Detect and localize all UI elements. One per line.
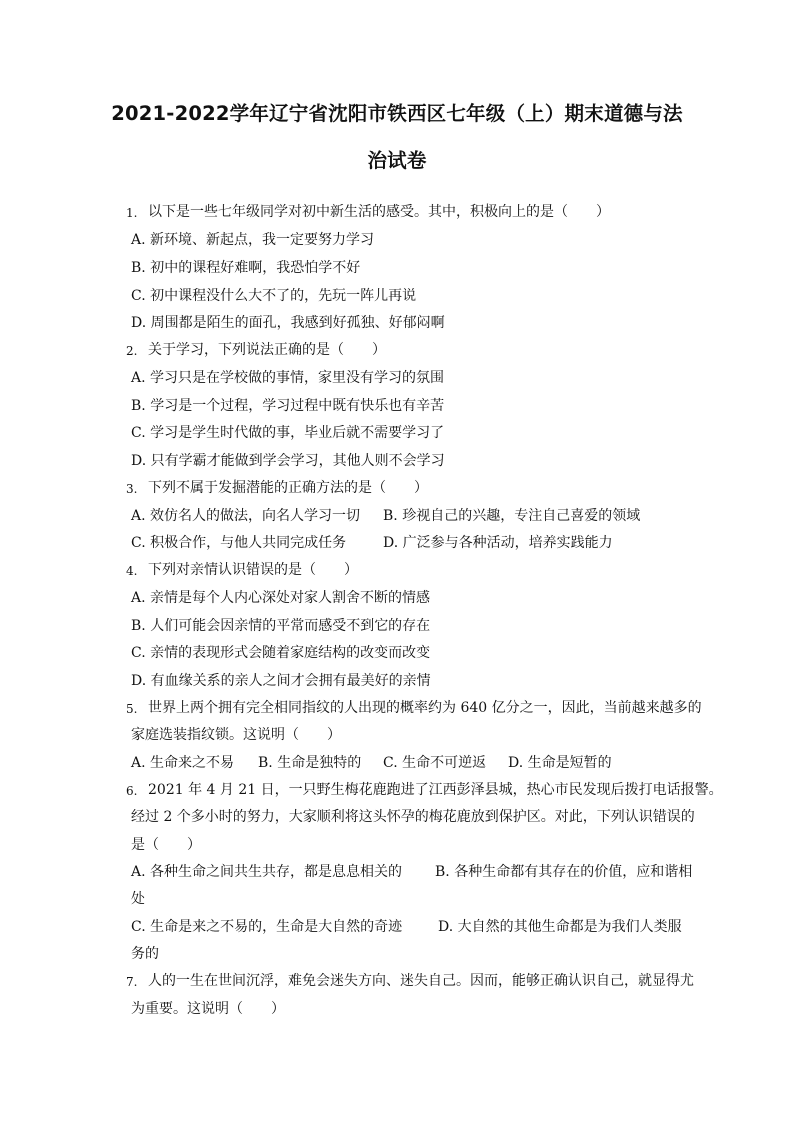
option-c: C. 亲情的表现形式会随着家庭结构的改变而改变 <box>131 645 431 661</box>
option-b: B. 生命是独特的 <box>258 755 362 771</box>
question-stem-continued: 家庭选装指纹锁。这说明（ ） <box>131 727 341 743</box>
question-number: 3. <box>126 482 138 496</box>
option-c: C. 积极合作，与他人共同完成任务 <box>131 535 347 551</box>
option-d: D. 只有学霸才能做到学会学习，其他人则不会学习 <box>131 453 445 469</box>
question-stem: 下列对亲情认识错误的是（ ） <box>148 562 358 578</box>
option-c: C. 生命不可逆返 <box>383 755 487 771</box>
question-number: 5. <box>126 702 138 716</box>
option-c: C. 生命是来之不易的，生命是大自然的奇迹 <box>131 919 403 935</box>
option-a: A. 生命来之不易 <box>131 755 235 771</box>
question-number: 7. <box>126 975 138 989</box>
question-number: 4. <box>126 564 138 578</box>
option-b: B. 珍视自己的兴趣，专注自己喜爱的领域 <box>383 508 641 524</box>
option-a: A. 各种生命之间共生共存，都是息息相关的 <box>131 864 403 880</box>
option-d: D. 生命是短暂的 <box>508 755 612 771</box>
question-number: 2. <box>126 344 138 358</box>
question-stem-continued: 经过 2 个多小时的努力，大家顺利将这头怀孕的梅花鹿放到保护区。对此，下列认识错误的 <box>131 809 695 825</box>
question-stem: 关于学习，下列说法正确的是（ ） <box>148 342 386 358</box>
question-number: 6. <box>126 784 138 798</box>
option-d: D. 广泛参与各种活动，培养实践能力 <box>383 535 613 551</box>
option-b: B. 各种生命都有其存在的价值，应和谐相 <box>435 864 693 880</box>
exam-title-line1: 2021-2022学年辽宁省沈阳市铁西区七年级（上）期末道德与法 <box>111 102 683 125</box>
option-d-continued: 务的 <box>131 946 159 962</box>
option-b: B. 学习是一个过程，学习过程中既有快乐也有辛苦 <box>131 398 445 414</box>
option-c: C. 初中课程没什么大不了的，先玩一阵儿再说 <box>131 288 417 304</box>
question-stem: 2021 年 4 月 21 日，一只野生梅花鹿跑进了江西彭泽县城，热心市民发现后拨打电话报警。 <box>148 782 723 798</box>
option-b: B. 初中的课程好难啊，我恐怕学不好 <box>131 260 361 276</box>
option-a: A. 亲情是每个人内心深处对家人割舍不断的情感 <box>131 590 431 606</box>
question-stem: 世界上两个拥有完全相同指纹的人出现的概率约为 640 亿分之一，因此，当前越来越多的 <box>148 700 702 716</box>
option-d: D. 有血缘关系的亲人之间才会拥有最美好的亲情 <box>131 673 431 689</box>
exam-title-line2: 治试卷 <box>367 149 427 172</box>
option-b-continued: 处 <box>131 891 145 907</box>
option-c: C. 学习是学生时代做的事，毕业后就不需要学习了 <box>131 425 445 441</box>
question-stem-continued: 是（ ） <box>131 837 201 853</box>
question-stem: 人的一生在世间沉浮，难免会迷失方向、迷失自己。因而，能够正确认识自己，就显得尤 <box>148 973 694 989</box>
question-stem: 以下是一些七年级同学对初中新生活的感受。其中，积极向上的是（ ） <box>148 204 610 220</box>
question-number: 1. <box>126 206 138 220</box>
option-a: A. 新环境、新起点，我一定要努力学习 <box>131 232 375 248</box>
option-d: D. 周围都是陌生的面孔，我感到好孤独、好郁闷啊 <box>131 315 445 331</box>
option-a: A. 效仿名人的做法，向名人学习一切 <box>131 508 361 524</box>
option-b: B. 人们可能会因亲情的平常而感受不到它的存在 <box>131 618 431 634</box>
question-stem: 下列不属于发掘潜能的正确方法的是（ ） <box>148 480 428 496</box>
question-stem-continued: 为重要。这说明（ ） <box>131 1001 285 1017</box>
option-d: D. 大自然的其他生命都是为我们人类服 <box>438 919 682 935</box>
option-a: A. 学习只是在学校做的事情，家里没有学习的氛围 <box>131 370 445 386</box>
